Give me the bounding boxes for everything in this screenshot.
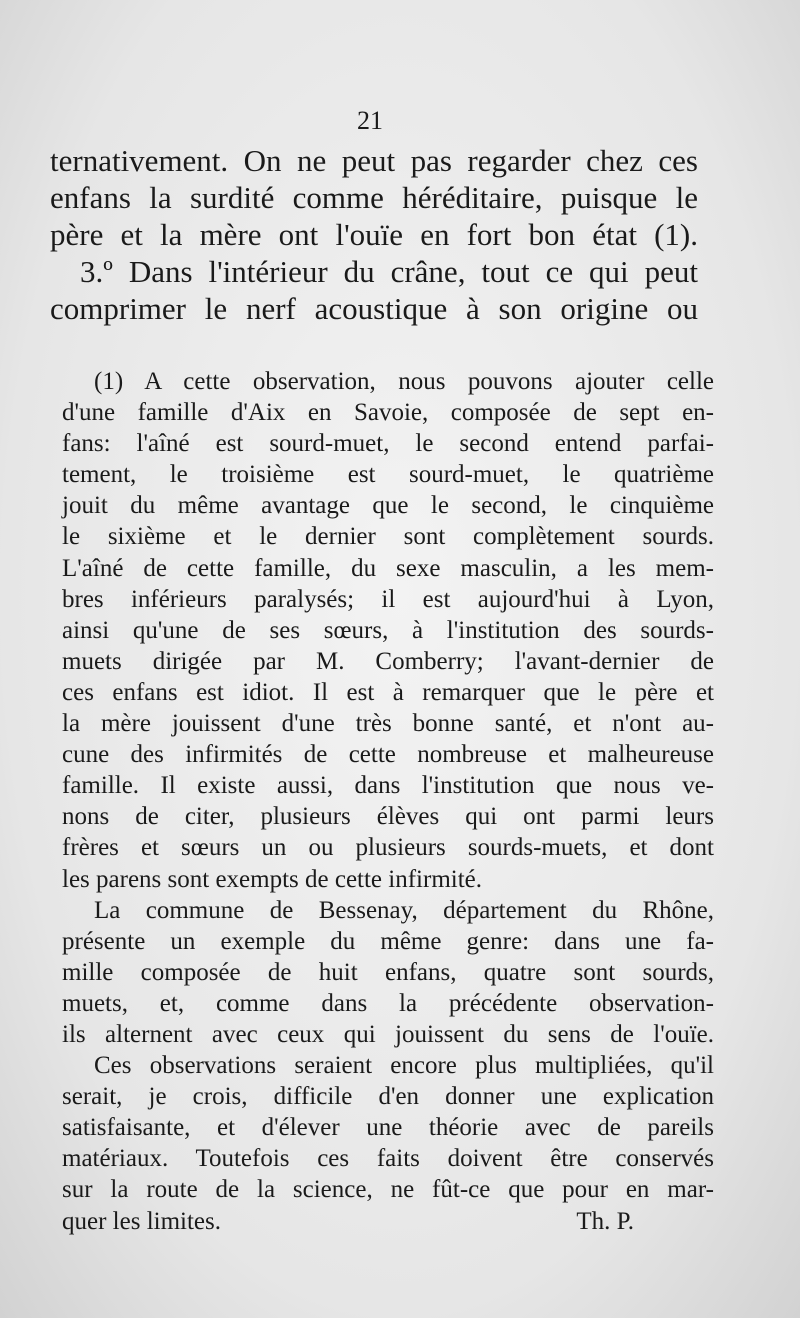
main-line-3: père et la mère ont l'ouïe en fort bon état (1).: [50, 217, 698, 252]
note-line-28: [62, 1206, 714, 1237]
main-line-4: 3.º Dans l'intérieur du crâne, tout ce qui peut: [80, 254, 698, 289]
note-line-25: satisfaisante, et d'élever une théorie avec de pareils: [62, 1114, 714, 1142]
note-line-19: présente un exemple du même genre: dans une fa-: [62, 927, 714, 955]
note-line-21: muets, et, comme dans la précédente observation-: [62, 989, 714, 1017]
note-line-5: jouit du même avantage que le second, le cinquième: [62, 492, 714, 520]
page-number: 21: [357, 106, 383, 135]
note-line-28-text: quer les limites.: [62, 1207, 221, 1235]
note-line-3: fans: l'aîné est sourd-muet, le second entend parfai-: [62, 430, 714, 458]
note-line-23: Ces observations seraient encore plus multipliées, qu'il: [94, 1052, 714, 1080]
note-line-15: nons de citer, plusieurs élèves qui ont parmi leurs: [62, 803, 714, 831]
note-line-1: (1) A cette observation, nous pouvons ajouter celle: [94, 368, 714, 395]
main-line-5: comprimer le nerf acoustique à son origine ou: [50, 291, 698, 326]
main-line-1: ternativement. On ne peut pas regarder chez ces: [50, 143, 698, 178]
signature: Th. P.: [576, 1207, 634, 1235]
note-line-7: L'aîné de cette famille, du sexe masculin, a les mem-: [62, 554, 714, 582]
note-line-20: mille composée de huit enfans, quatre sont sourds,: [62, 958, 714, 986]
note-line-4: tement, le troisième est sourd-muet, le quatrième: [62, 461, 714, 489]
note-line-12: la mère jouissent d'une très bonne santé, et n'ont au-: [62, 710, 714, 738]
note-line-14: famille. Il existe aussi, dans l'institution que nous ve-: [62, 772, 714, 800]
note-line-18: La commune de Bessenay, département du Rhône,: [94, 896, 714, 924]
note-line-11: ces enfans est idiot. Il est à remarquer que le père et: [62, 678, 714, 706]
note-line-9: ainsi qu'une de ses sœurs, à l'institution des sourds-: [62, 616, 714, 644]
main-text-block: [50, 142, 698, 327]
note-line-2: d'une famille d'Aix en Savoie, composée de sept en-: [62, 399, 714, 427]
note-line-16: frères et sœurs un ou plusieurs sourds-muets, et dont: [62, 834, 714, 862]
note-line-13: cune des infirmités de cette nombreuse et malheureuse: [62, 741, 714, 769]
note-line-6: le sixième et le dernier sont complètement sourds.: [62, 523, 714, 551]
note-line-26: matériaux. Toutefois ces faits doivent être conservés: [62, 1145, 714, 1173]
note-line-24: serait, je crois, difficile d'en donner une explication: [62, 1083, 714, 1111]
footnote-block: [62, 366, 714, 1237]
note-line-27: sur la route de la science, ne fût-ce que pour en mar-: [62, 1176, 714, 1204]
note-line-17: les parens sont exempts de cette infirmité.: [62, 865, 483, 893]
note-line-8: bres inférieurs paralysés; il est aujourd'hui à Lyon,: [62, 585, 714, 613]
note-line-22: ils alternent avec ceux qui jouissent du sens de l'ouïe.: [62, 1020, 714, 1048]
note-line-10: muets dirigée par M. Comberry; l'avant-dernier de: [62, 647, 714, 675]
main-line-2: enfans la surdité comme héréditaire, puisque le: [50, 180, 698, 215]
